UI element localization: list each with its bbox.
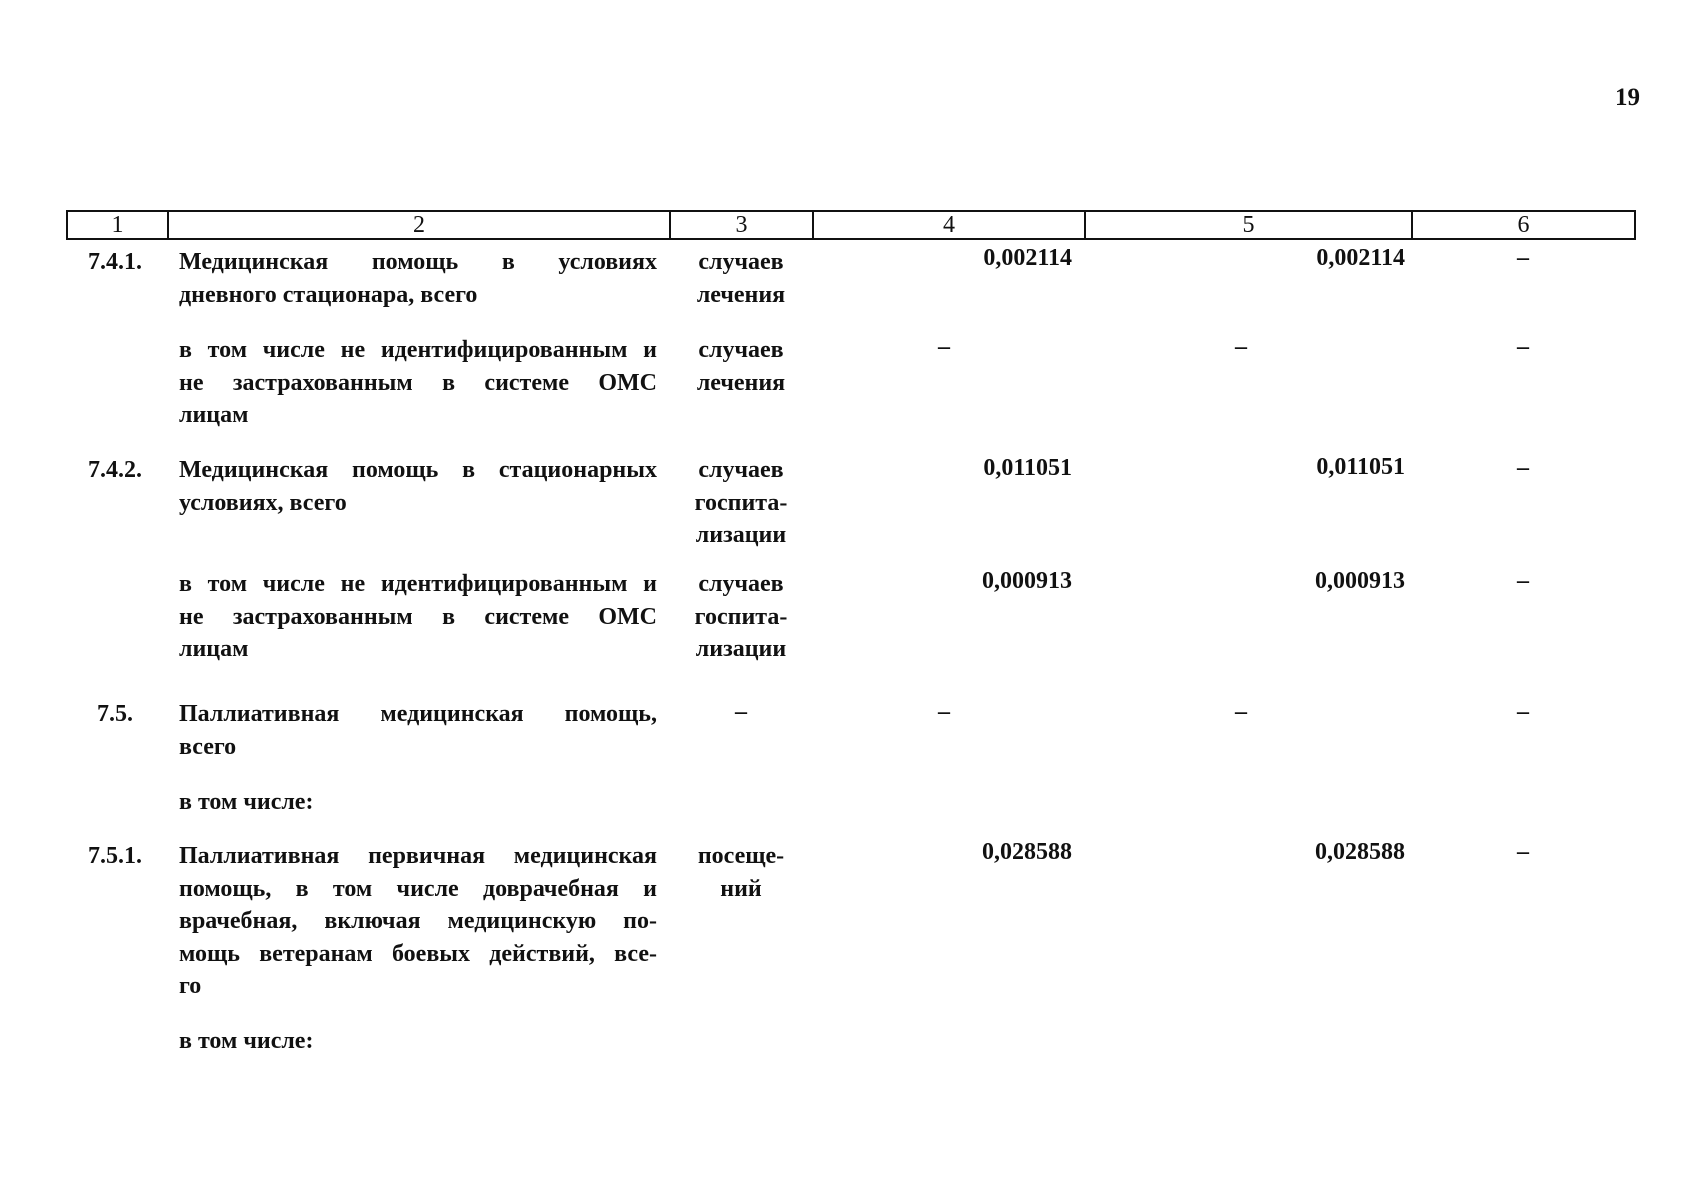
row-unit-line: посеще-: [697, 843, 785, 869]
row-name-line: всего: [179, 733, 237, 760]
row-name: [179, 454, 657, 519]
row-value-col4: 0,002114: [983, 245, 1072, 271]
row-name-line: лицам: [179, 636, 249, 662]
row-value-col4: 0,000913: [982, 568, 1072, 594]
row-unit: [677, 334, 805, 399]
page-number: 19: [1615, 84, 1640, 111]
row-value-col4: –: [938, 334, 950, 360]
row-unit-line: госпита-: [694, 603, 788, 630]
row-name-line: в том числе:: [179, 789, 314, 815]
header-col-2: 2: [169, 212, 671, 238]
header-col-6: 6: [1517, 212, 1530, 238]
row-name-line: помощь, в том числе доврачебная и: [179, 875, 657, 902]
row-value-col5: –: [1235, 334, 1247, 360]
row-name: [179, 334, 657, 432]
row-value-col4: –: [938, 699, 950, 725]
row-value-col5: 0,028588: [1315, 839, 1405, 865]
row-unit-line: случаев: [698, 571, 784, 597]
row-unit-line: случаев: [698, 249, 784, 275]
row-name: [179, 840, 657, 1003]
row-name-line: Медицинская помощь в условиях: [179, 249, 657, 275]
row-name-line: Паллиативная первичная медицинская: [179, 843, 657, 869]
row-value-col6: –: [1517, 839, 1529, 865]
row-unit-line: лизации: [695, 522, 787, 548]
row-value-col5: –: [1235, 699, 1247, 725]
row-unit-line: случаев: [698, 457, 784, 483]
row-name-line: дневного стационара, всего: [179, 281, 478, 308]
row-name-line: лицам: [179, 402, 249, 428]
row-name: [179, 1025, 657, 1058]
row-unit-line: ний: [720, 875, 762, 902]
row-unit: [677, 696, 805, 729]
row-value-col6: –: [1517, 699, 1529, 725]
row-name-line: мощь ветеранам боевых действий, все-: [179, 940, 657, 967]
row-name-line: условиях, всего: [179, 489, 347, 516]
row-name: [179, 246, 657, 311]
row-unit: [677, 840, 805, 905]
table-header-row: [66, 210, 1636, 240]
row-unit-line: лизации: [695, 636, 787, 662]
row-unit: [677, 568, 805, 666]
row-number: 7.4.2.: [88, 457, 142, 483]
row-unit-line: лечения: [696, 369, 786, 396]
row-name: [179, 698, 657, 763]
row-value-col4: 0,028588: [982, 839, 1072, 865]
row-name-line: врачебная, включая медицинскую по-: [179, 908, 657, 934]
row-value-col5: 0,011051: [1316, 454, 1405, 480]
row-name-line: в том числе не идентифицированным и: [179, 571, 657, 597]
row-unit: [677, 246, 805, 311]
row-value-col6: –: [1517, 455, 1529, 481]
row-name-line: Паллиативная медицинская помощь,: [179, 701, 657, 727]
row-unit-line: –: [735, 699, 747, 725]
row-value-col4: 0,011051: [983, 455, 1072, 481]
row-name-line: в том числе не идентифицированным и: [179, 337, 657, 363]
row-number: 7.5.1.: [88, 843, 142, 869]
row-unit-line: случаев: [698, 337, 784, 363]
row-number: 7.5.: [97, 701, 133, 727]
row-unit-line: лечения: [696, 281, 786, 308]
row-name-line: не застрахованным в системе ОМС: [179, 603, 657, 630]
header-col-1: 1: [68, 212, 169, 238]
header-col-3: 3: [671, 212, 814, 238]
row-number: 7.4.1.: [88, 249, 142, 275]
header-col-4: 4: [814, 212, 1086, 238]
row-value-col6: –: [1517, 245, 1529, 271]
row-name-line: не застрахованным в системе ОМС: [179, 369, 657, 396]
row-name-line: в том числе:: [179, 1028, 314, 1054]
row-name-line: го: [179, 973, 202, 999]
row-value-col6: –: [1517, 334, 1529, 360]
header-col-5: 5: [1086, 212, 1413, 238]
row-name: [179, 568, 657, 666]
row-name: [179, 786, 657, 819]
row-name-line: Медицинская помощь в стационарных: [179, 457, 657, 483]
row-value-col5: 0,000913: [1315, 568, 1405, 594]
row-unit-line: госпита-: [694, 489, 788, 516]
row-unit: [677, 454, 805, 552]
row-value-col5: 0,002114: [1316, 245, 1405, 271]
row-value-col6: –: [1517, 568, 1529, 594]
